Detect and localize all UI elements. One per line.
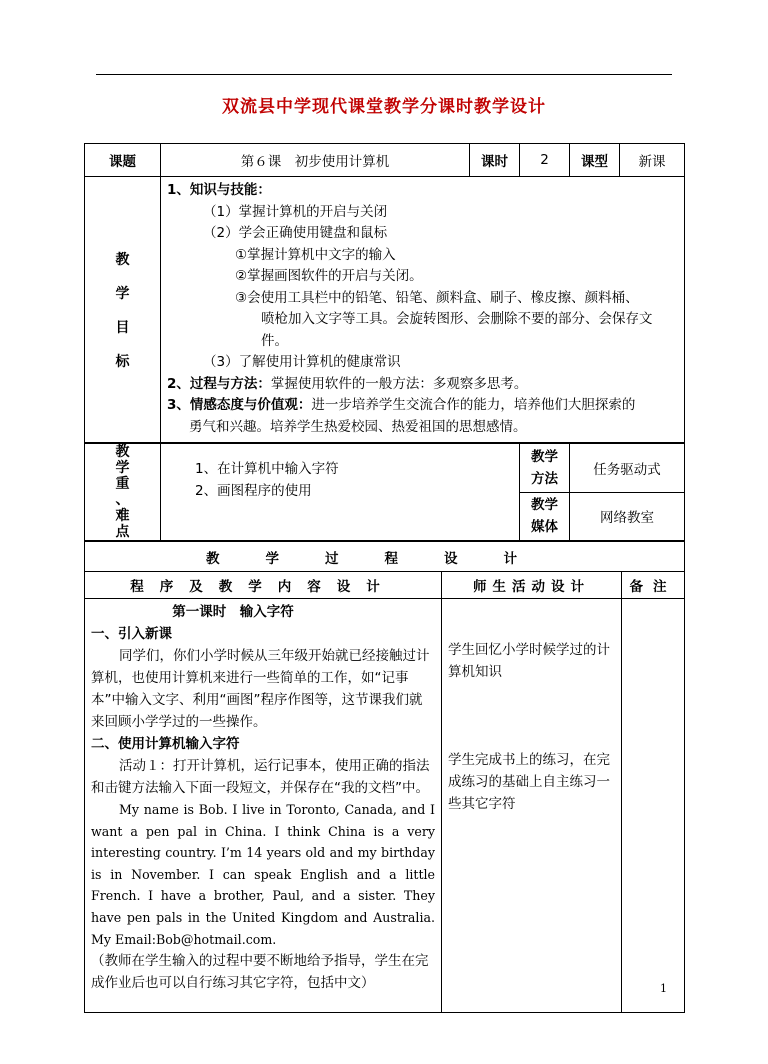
section-heading: 二、使用计算机输入字符 [91,736,240,752]
header-table [84,143,685,443]
lesson-plan-table [84,143,684,992]
document-title: 双流县中学现代课堂教学分课时教学设计 [222,97,546,117]
objectives-content: 1、知识与技能： （1）掌握计算机的开启与关闭 （2）学会正确使用键盘和鼠标 ①掌握计算机中文字的输入 ②掌握画图软件的开启与关闭。 ③会使用工具栏中的铅笔、铅笔、颜料盒、刷子、橡皮擦、颜料桶、 喷枪加入文字等工具。会旋转图形、会删除不要的部分、会保存文件。 （3）了解使用计算机的健康常识 2、过程与方法：掌握使用软件的一般方法：多观察多思考。 3、情感态度与价值观：进一步培养学生交流合作的能力，培养他们大胆探索的 勇气和兴趣。培养学生热爱校园、热爱祖国的思想感情。 [161,177,685,443]
keypoint-item: 1、在计算机中输入字符 [195,461,339,477]
page-number: 1 [660,982,667,995]
hours-value: 2 [520,144,570,177]
section-heading: 一、引入新课 [91,626,172,642]
paragraph: 同学们，你们小学时候从三年级开始就已经接触过计算机，也使用计算机来进行一些简单的工作，如“记事本”中输入文字、利用“画图”程序作图等，这节课我们就来回顾小学学过的一些操作。 [91,648,430,730]
keypoint-item: 2、画图程序的使用 [195,483,312,499]
activity-cell [442,599,622,1013]
keypoints-list [161,444,520,541]
topic-value: 第６课 初步使用计算机 [161,144,470,177]
type-value: 新课 [620,144,685,177]
lesson-content-cell [85,599,442,1013]
keypoints-table [84,443,685,541]
type-label: 课型 [570,144,620,177]
activity-text: 学生完成书上的练习，在完成练习的基础上自主练习一些其它字符 [448,752,610,812]
column-header-notes: 备注 [622,572,685,599]
objectives-label: 教 学 目 标 [85,177,161,443]
method-label: 教学 方法 [520,444,570,493]
hours-label: 课时 [470,144,520,177]
process-table [84,541,685,1013]
media-value: 网络教室 [570,492,685,541]
period-title: 第一课时 输入字符 [172,604,294,620]
paragraph: 活动１：打开计算机，运行记事本，使用正确的指法和击键方法输入下面一段短文，并保存在“我的文档”中。 [91,758,430,796]
column-header-content: 程序及教学内容设计 [85,572,442,599]
keypoints-label: 教 学 重 、 难 点 [85,444,161,541]
column-header-activity: 师生活动设计 [442,572,622,599]
activity-text: 学生回忆小学时候学过的计算机知识 [448,642,610,680]
process-title: 教学过程设计 [85,542,685,572]
notes-cell [622,599,685,1013]
method-value: 任务驱动式 [570,444,685,493]
topic-label: 课题 [85,144,161,177]
teacher-note: （教师在学生输入的过程中要不断地给予指导，学生在完成作业后也可以自行练习其它字符，包括中文） [91,953,429,992]
english-passage: My name is Bob. I live in Toronto, Canada, and I want a pen pal in China. I think China is a very interesting country. I’m 14 years old and my birthday is in November. I can speak English and a little French. I have a brother, Paul, and a sister. They have pen pals in the United Kingdom and Australia. My Email:Bob@hotmail.com. [91,802,435,947]
media-label: 教学 媒体 [520,492,570,541]
header-rule [96,74,672,75]
